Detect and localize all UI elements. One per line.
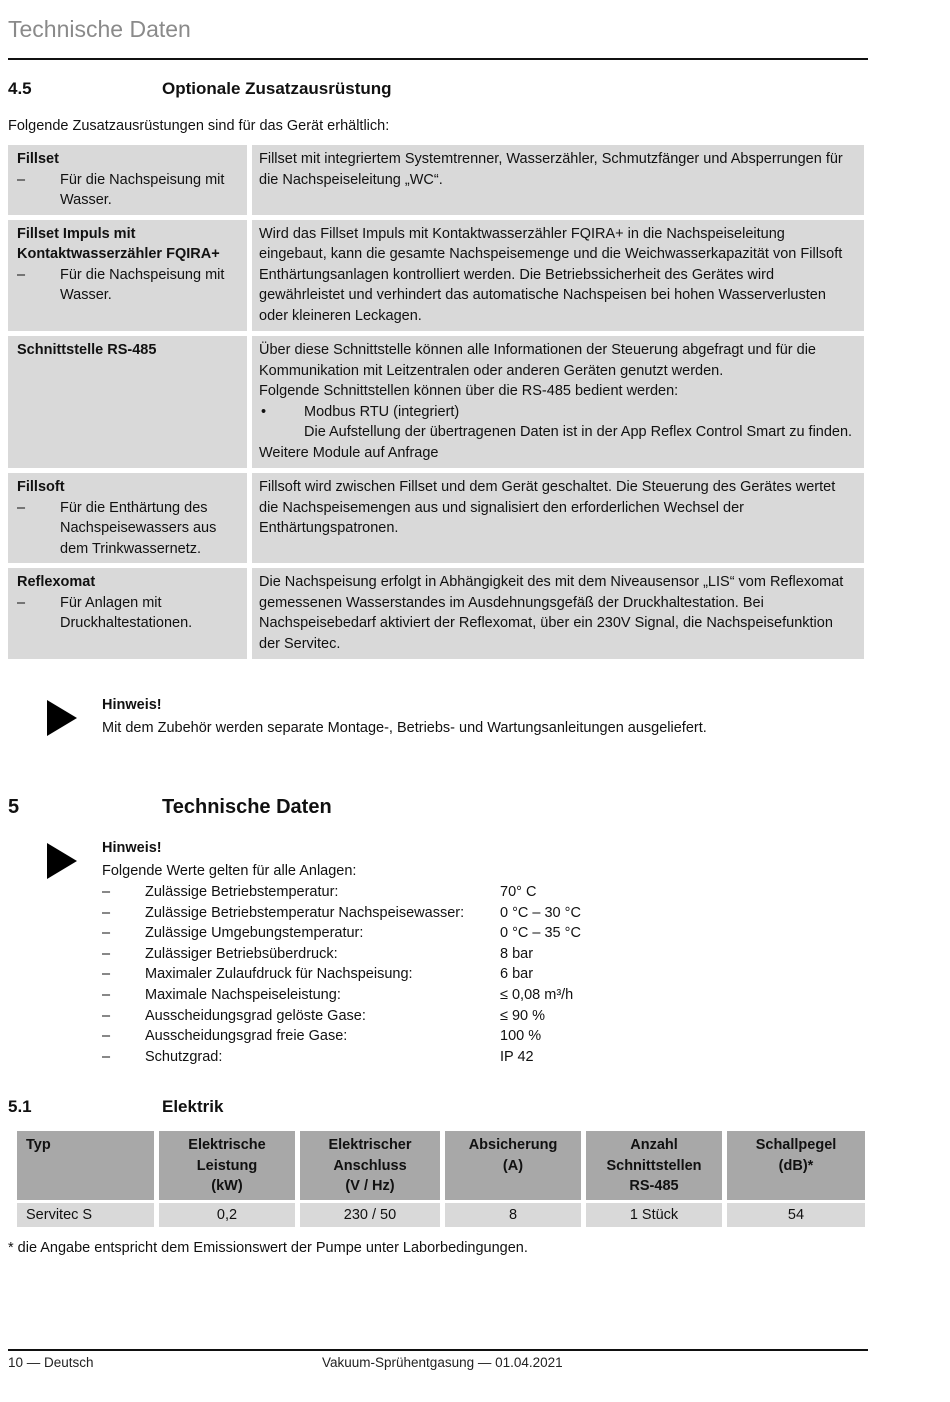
header-line: Anzahl [630, 1137, 678, 1153]
accessory-description-cell [252, 336, 864, 468]
accessory-row [8, 145, 864, 215]
accessory-usage-text: Für die Nachspeisung mit Wasser. [60, 266, 225, 303]
spec-value: 6 bar [500, 966, 534, 983]
note-title: Hinweis! [102, 697, 162, 713]
header-line: Elektrischer [328, 1137, 412, 1153]
table-cell: 0,2 [159, 1200, 295, 1227]
dash-marker: – [17, 594, 26, 611]
dash-marker: – [102, 1007, 111, 1024]
section-title: Elektrik [162, 1097, 224, 1116]
accessory-usage [17, 593, 243, 634]
accessory-row [8, 568, 864, 659]
accessory-name-cell [8, 220, 247, 332]
header-line: (dB)* [778, 1157, 814, 1174]
dash-marker: – [102, 945, 111, 962]
section-title: Optionale Zusatzausrüstung [162, 79, 392, 98]
spec-value: 0 °C – 35 °C [500, 925, 581, 942]
bullet-title: Modbus RTU (integriert) [304, 403, 460, 420]
dash-marker: – [102, 966, 111, 983]
accessory-description: Wird das Fillset Impuls mit Kontaktwasserzähler FQIRA+ in die Nachspeiseleitung eingebaut, kann die gesamte Nachspeisemenge und die Weichwasserkapazität von Fillsoft Enthärtungsanlagen kontrolliert werden. Die Betriebssicherheit des Gerätes wird gewährleistet und verhindert das automatische Nachspeisen bei hohen Wasserverlusten oder kleineren Leckagen. [259, 225, 843, 324]
table-cell: Servitec S [17, 1200, 154, 1227]
table-cell: 1 Stück [586, 1200, 722, 1227]
table-header-cell [727, 1131, 865, 1200]
accessory-name: Fillset [17, 151, 59, 167]
note-arrow-icon [47, 700, 77, 736]
table-row [17, 1200, 865, 1227]
accessory-name-cell [8, 473, 247, 563]
accessory-usage [17, 265, 243, 306]
dash-marker: – [102, 884, 111, 900]
header-divider [8, 58, 868, 60]
accessory-description: Fillsoft wird zwischen Fillset und dem Gerät geschaltet. Die Steuerung des Gerätes wertet die Nachspeisemengen aus und signalisiert den erforderlichen Wechsel der Enthärtungspatronen. [259, 479, 836, 536]
accessory-name-cell [8, 145, 247, 215]
accessory-description: Fillset mit integriertem Systemtrenner, Wasserzähler, Schmutzfänger und Absperrungen für die Nachspeiseleitung „WC“. [259, 151, 843, 188]
spec-row [102, 1026, 581, 1047]
header-line: Leistung [196, 1157, 258, 1174]
accessory-row [8, 473, 864, 563]
accessory-name: Fillset Impuls mit [17, 225, 136, 242]
accessory-row [8, 220, 864, 332]
spec-value: 8 bar [500, 945, 534, 962]
table-cell: 230 / 50 [300, 1200, 440, 1227]
header-line: Typ [26, 1137, 51, 1153]
note-text: Folgende Werte gelten für alle Anlagen: [102, 863, 357, 879]
spec-label: Ausscheidungsgrad freie Gase: [145, 1028, 348, 1045]
section-number: 5.1 [8, 1097, 32, 1116]
dash-marker: – [17, 499, 26, 516]
accessory-name: Schnittstelle RS-485 [17, 342, 157, 358]
spec-label: Maximale Nachspeiseleistung: [145, 986, 341, 1003]
dash-marker: – [102, 904, 111, 921]
table-cell: 54 [727, 1200, 865, 1227]
section-number: 5 [8, 796, 20, 818]
header-line: Anschluss [333, 1157, 407, 1174]
accessory-usage [17, 170, 243, 211]
electrical-table [12, 1131, 870, 1227]
accessory-usage [17, 498, 243, 560]
accessory-description-line-2: Folgende Schnittstellen können über die RS-485 bedient werden: [259, 383, 679, 399]
footer-page-info: 10 — Deutsch [8, 1355, 94, 1370]
accessory-name-cell [8, 568, 247, 659]
footer-document-info: Vakuum-Sprühentgasung — 01.04.2021 [322, 1355, 563, 1370]
spec-value: ≤ 0,08 m³/h [500, 986, 574, 1003]
section-title: Technische Daten [162, 796, 332, 818]
spec-row [102, 923, 581, 944]
table-header-cell [445, 1131, 581, 1200]
header-line: RS-485 [629, 1178, 679, 1194]
accessory-description: Die Nachspeisung erfolgt in Abhängigkeit des mit dem Niveausensor „LIS“ vom Reflexomat gemessenen Wasserstandes im Ausdehnungsgefäß der Druckhaltestation. Bei Nachspeisebedarf aktiviert der Reflexomat, über ein 230V Signal, die Nachspeisefunktion der Servitec. [259, 574, 844, 652]
accessory-description-cell [252, 145, 864, 215]
accessory-description-cell [252, 473, 864, 563]
spec-value: 70° C [500, 884, 537, 900]
accessory-name: Fillsoft [17, 479, 65, 495]
table-header-row [17, 1131, 865, 1200]
table-footnote: * die Angabe entspricht dem Emissionswert der Pumpe unter Laborbedingungen. [8, 1240, 528, 1256]
header-line: Schallpegel [755, 1137, 837, 1153]
running-header-title: Technische Daten [8, 16, 191, 42]
spec-row [102, 1047, 581, 1068]
dash-marker: – [17, 171, 26, 188]
header-line: Absicherung [468, 1137, 558, 1153]
dash-marker: – [102, 986, 111, 1003]
spec-row [102, 944, 581, 965]
note-text: Mit dem Zubehör werden separate Montage-, Betriebs- und Wartungsanleitungen ausgeliefert. [102, 720, 707, 736]
header-line: (kW) [211, 1178, 243, 1194]
spec-value: IP 42 [500, 1048, 534, 1065]
accessory-usage-text: Für die Nachspeisung mit Wasser. [60, 171, 225, 208]
spec-row [102, 985, 581, 1006]
dash-marker: – [102, 1028, 111, 1045]
spec-list [102, 882, 581, 1067]
spec-label: Zulässiger Betriebsüberdruck: [145, 945, 338, 962]
spec-label: Schutzgrad: [145, 1048, 223, 1065]
accessory-usage-text: Für Anlagen mit Druckhaltestationen. [60, 594, 193, 631]
accessory-description-after: Weitere Module auf Anfrage [259, 444, 439, 461]
section-intro: Folgende Zusatzausrüstungen sind für das Gerät erhältlich: [8, 118, 390, 134]
note-arrow-icon [47, 843, 77, 879]
table-header-cell [17, 1131, 154, 1200]
accessory-name: Reflexomat [17, 574, 96, 590]
table-header-cell [300, 1131, 440, 1200]
footer-divider [8, 1349, 868, 1351]
accessory-description: Über diese Schnittstelle können alle Informationen der Steuerung abgefragt und für die Kommunikation mit Leitzentralen oder anderen Geräten genutzt werden. [259, 342, 816, 379]
dash-marker: – [102, 1048, 111, 1065]
header-line: Elektrische [188, 1137, 266, 1153]
spec-label: Ausscheidungsgrad gelöste Gase: [145, 1007, 366, 1024]
spec-label: Zulässige Betriebstemperatur: [145, 884, 339, 900]
spec-row [102, 1006, 581, 1027]
table-header-cell [159, 1131, 295, 1200]
spec-row [102, 964, 581, 985]
section-number: 4.5 [8, 79, 32, 98]
accessory-description-cell [252, 220, 864, 332]
accessory-table [8, 145, 864, 664]
spec-label: Maximaler Zulaufdruck für Nachspeisung: [145, 966, 413, 983]
header-line: (A) [502, 1157, 524, 1174]
accessory-row [8, 336, 864, 468]
spec-value: 0 °C – 30 °C [500, 904, 581, 921]
spec-label: Zulässige Umgebungstemperatur: [145, 925, 364, 942]
table-header-cell [586, 1131, 722, 1200]
dash-marker: – [102, 925, 111, 942]
note-title: Hinweis! [102, 840, 162, 856]
accessory-description-cell [252, 568, 864, 659]
spec-value: 100 % [500, 1028, 542, 1045]
spec-row [102, 882, 581, 903]
spec-value: ≤ 90 % [500, 1007, 546, 1024]
header-line: Schnittstellen [606, 1157, 702, 1174]
header-line: (V / Hz) [345, 1178, 395, 1194]
spec-label: Zulässige Betriebstemperatur Nachspeisewasser: [145, 904, 465, 921]
accessory-usage-text: Für die Enthärtung des Nachspeisewassers aus dem Trinkwassernetz. [60, 499, 217, 557]
bullet-marker: • [261, 403, 267, 420]
accessory-name-cell [8, 336, 247, 468]
bullet-item [259, 402, 856, 443]
spec-row [102, 903, 581, 924]
accessory-name-line-2: Kontaktwasserzähler FQIRA+ [17, 246, 220, 262]
bullet-text: Die Aufstellung der übertragenen Daten ist in der App Reflex Control Smart zu finden. [304, 424, 853, 440]
dash-marker: – [17, 266, 26, 283]
table-cell: 8 [445, 1200, 581, 1227]
